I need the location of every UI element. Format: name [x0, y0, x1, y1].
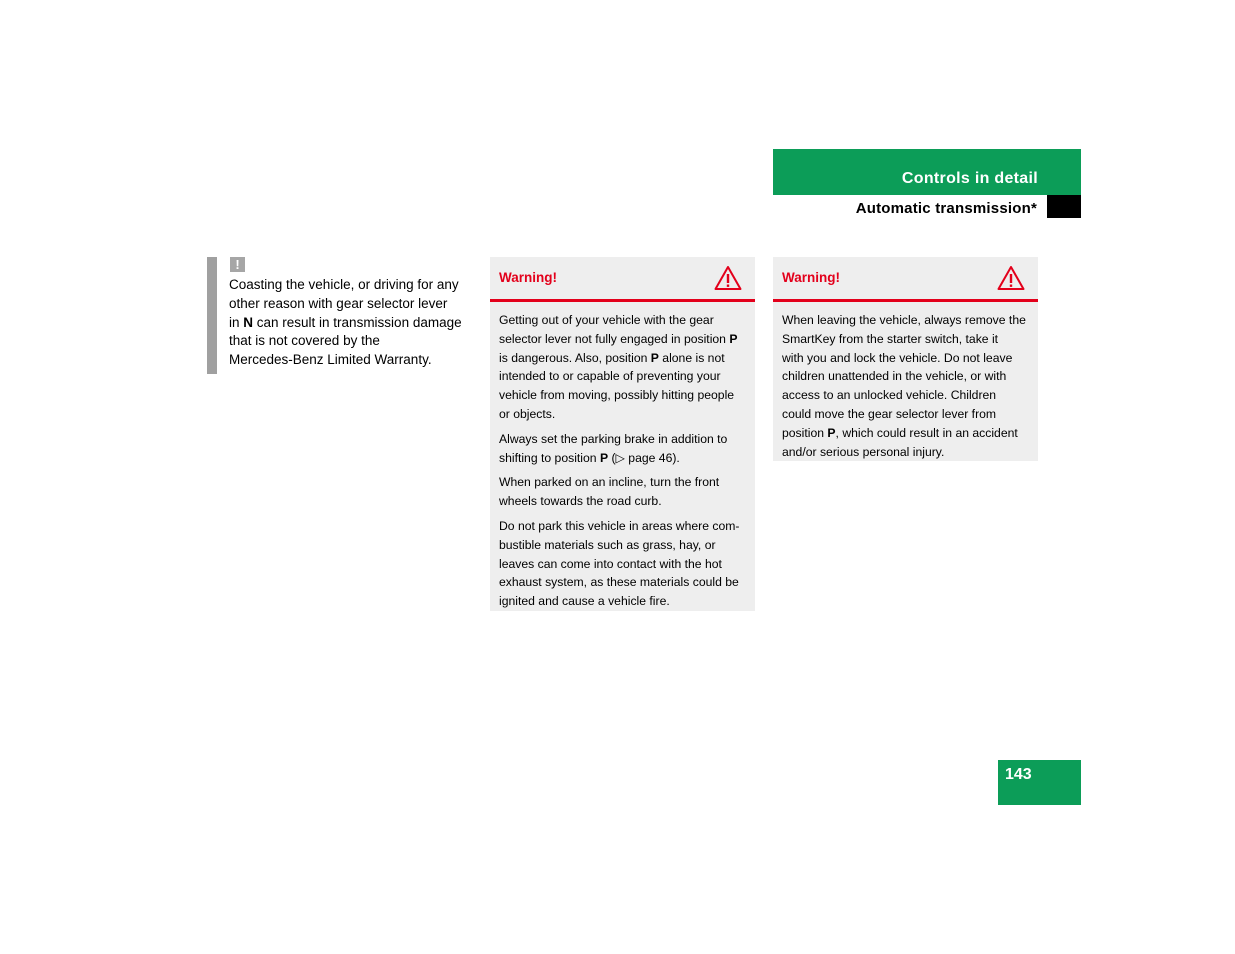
page-number-box	[998, 760, 1081, 805]
warning-header	[490, 257, 755, 302]
warning-label: Warning!	[782, 270, 840, 285]
notice-text: Coasting the vehicle, or driving for any other reason with gear selector lever in N can result in transmission damage that is not covered by the Mercedes-Benz Limited Warranty.	[229, 277, 462, 368]
warning-body	[773, 302, 1038, 461]
notice-box	[207, 257, 477, 374]
warning-body	[490, 302, 755, 611]
warning-box-smartkey	[773, 257, 1038, 461]
chapter-title: Controls in detail	[901, 170, 1038, 187]
chapter-header	[773, 149, 1081, 195]
warning-label: Warning!	[499, 270, 557, 285]
warning-triangle-icon	[714, 265, 742, 291]
warning-paragraph: Do not park this vehicle in areas where com- bustible materials such as grass, hay, or leaves can come into contact with the hot exhaust system, as these materials could be ignited and cause a vehicle fire.	[499, 518, 740, 609]
warning-header	[773, 257, 1038, 302]
exclamation-icon: !	[230, 257, 245, 272]
warning-triangle-icon	[997, 265, 1025, 291]
warning-paragraph: When leaving the vehicle, always remove the SmartKey from the starter switch, take it with you and lock the vehicle. Do not leave children unattended in the vehicle, or with access to an unlocked vehicle. Children could move the gear selector lever from position P, which could result in an accident and/or serious personal injury.	[782, 313, 1026, 459]
warning-box-parking	[490, 257, 755, 611]
section-marker	[1047, 195, 1081, 218]
section-title: Automatic transmission*	[855, 200, 1037, 217]
warning-paragraph: When parked on an incline, turn the front wheels towards the road curb.	[499, 475, 720, 509]
warning-paragraph: Always set the parking brake in addition to shifting to position P (▷ page 46).	[499, 431, 728, 465]
notice-bar	[207, 257, 217, 374]
page-number: 143	[1005, 766, 1032, 783]
warning-paragraph: Getting out of your vehicle with the gear selector lever not fully engaged in position P is dangerous. Also, position P alone is not intended to or capable of preventing your vehicle from moving, possibly hitting people or objects.	[499, 313, 738, 421]
